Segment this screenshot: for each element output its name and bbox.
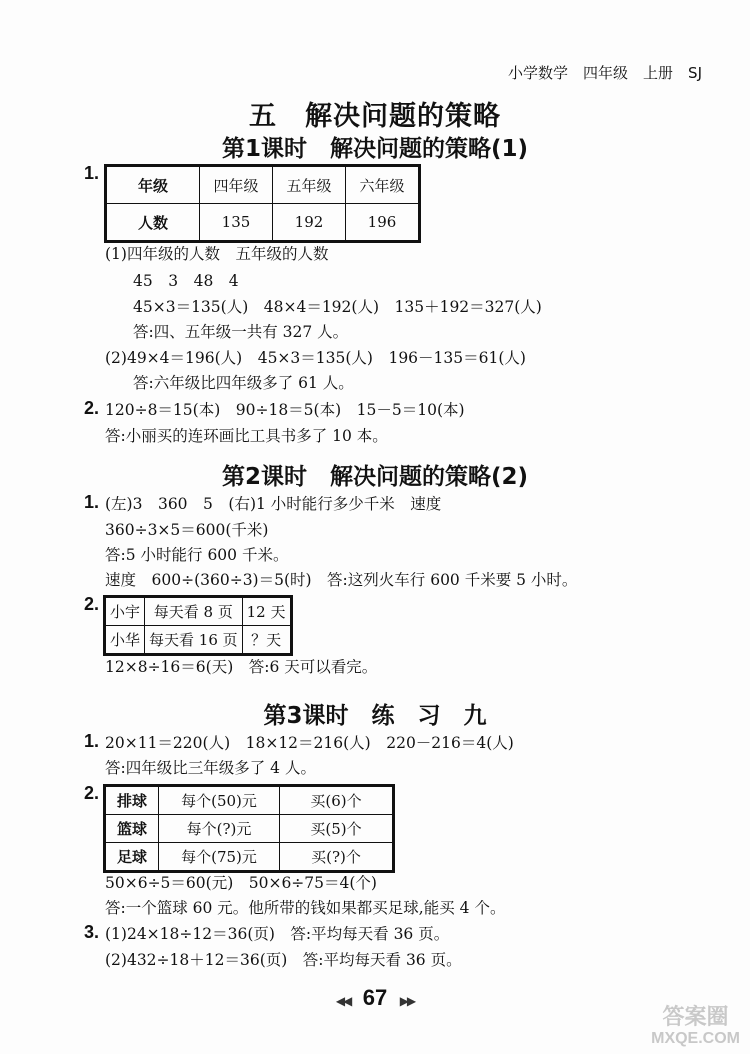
answer-line: 45×3＝135(人) 48×4＝192(人) 135＋192＝327(人) <box>133 298 542 316</box>
prev-arrows-icon: ◀◀ <box>335 994 351 1008</box>
q1-number: 1. <box>84 163 100 183</box>
answer-line: 45 3 48 4 <box>133 272 239 290</box>
answer-line: 速度 600÷(360÷3)＝5(时) 答:这列火车行 600 千米要 5 小时。 <box>105 571 578 589</box>
table-row <box>106 626 291 654</box>
page-footer <box>0 985 750 1011</box>
lesson2-title: 第2课时 解决问题的策略(2) <box>221 464 529 490</box>
ball-table <box>103 784 395 873</box>
answer-line: 答:四年级比三年级多了 4 人。 <box>105 759 316 777</box>
answer-line: 答:小丽买的连环画比工具书多了 10 本。 <box>105 427 388 445</box>
q2-number: 2. <box>84 398 100 418</box>
table-cell: 足球 <box>106 843 159 871</box>
table-cell: 六年级 <box>346 167 419 204</box>
table-cell: 196 <box>346 204 419 241</box>
answer-line: (2)49×4＝196(人) 45×3＝135(人) 196－135＝61(人) <box>105 349 526 367</box>
next-arrows-icon: ▶▶ <box>399 994 415 1008</box>
table-cell: 135 <box>200 204 273 241</box>
q2-number: 2. <box>84 783 100 803</box>
answer-line: 答:六年级比四年级多了 61 人。 <box>133 374 354 392</box>
table-cell: 每个(?)元 <box>159 815 280 843</box>
answer-line: (2)432÷18＋12＝36(页) 答:平均每天看 36 页。 <box>105 951 462 969</box>
answer-line: 12×8÷16＝6(天) 答:6 天可以看完。 <box>105 658 378 676</box>
table-cell: 小宇 <box>106 598 145 626</box>
answer-line: (左)3 360 5 (右)1 小时能行多少千米 速度 <box>105 495 442 513</box>
table-row <box>106 815 393 843</box>
table-cell: ？天 <box>242 626 290 654</box>
answer-line: (1)24×18÷12＝36(页) 答:平均每天看 36 页。 <box>105 925 450 943</box>
grade-table <box>104 164 421 243</box>
answer-line: 360÷3×5＝600(千米) <box>105 521 269 539</box>
table-cell: 每天看 8 页 <box>145 598 243 626</box>
answer-line: 50×6÷5＝60(元) 50×6÷75＝4(个) <box>105 874 377 892</box>
unit-title: 五 解决问题的策略 <box>249 101 501 132</box>
table-row <box>106 598 291 626</box>
table-cell: 买(5)个 <box>280 815 393 843</box>
watermark-line: MXQE.COM <box>651 1030 740 1047</box>
watermark-line: 答案圈 <box>662 1004 729 1029</box>
lesson1-title: 第1课时 解决问题的策略(1) <box>221 136 529 162</box>
table-cell: 12 天 <box>242 598 290 626</box>
table-cell: 每天看 16 页 <box>145 626 243 654</box>
answer-line: 答:四、五年级一共有 327 人。 <box>133 323 349 341</box>
watermark-logo <box>651 1006 740 1050</box>
page-number: 67 <box>362 985 388 1010</box>
table-row <box>107 204 419 241</box>
table-cell: 篮球 <box>106 815 159 843</box>
table-cell: 排球 <box>106 787 159 815</box>
answer-line: (1)四年级的人数 五年级的人数 <box>105 245 329 263</box>
lesson3-title: 第3课时 练 习 九 <box>263 703 487 729</box>
table-cell: 买(6)个 <box>280 787 393 815</box>
table-row <box>106 843 393 871</box>
answer-line: 20×11＝220(人) 18×12＝216(人) 220－216＝4(人) <box>105 734 514 752</box>
table-row <box>106 787 393 815</box>
answer-line: 答:5 小时能行 600 千米。 <box>105 546 289 564</box>
table-cell: 小华 <box>106 626 145 654</box>
running-header: 小学数学 四年级 上册 SJ <box>508 64 702 82</box>
answer-line: 答:一个篮球 60 元。他所带的钱如果都买足球,能买 4 个。 <box>105 899 506 917</box>
q1-number: 1. <box>84 731 100 751</box>
table-row <box>107 167 419 204</box>
table-cell: 五年级 <box>273 167 346 204</box>
table-cell: 每个(75)元 <box>159 843 280 871</box>
table-cell: 每个(50)元 <box>159 787 280 815</box>
answer-line: 120÷8＝15(本) 90÷18＝5(本) 15－5＝10(本) <box>105 401 465 419</box>
reading-table <box>103 595 293 656</box>
table-cell: 192 <box>273 204 346 241</box>
table-cell: 四年级 <box>200 167 273 204</box>
table-cell: 年级 <box>107 167 200 204</box>
q1-number: 1. <box>84 492 100 512</box>
table-cell: 买(?)个 <box>280 843 393 871</box>
q2-number: 2. <box>84 594 100 614</box>
table-cell: 人数 <box>107 204 200 241</box>
q3-number: 3. <box>84 922 100 942</box>
